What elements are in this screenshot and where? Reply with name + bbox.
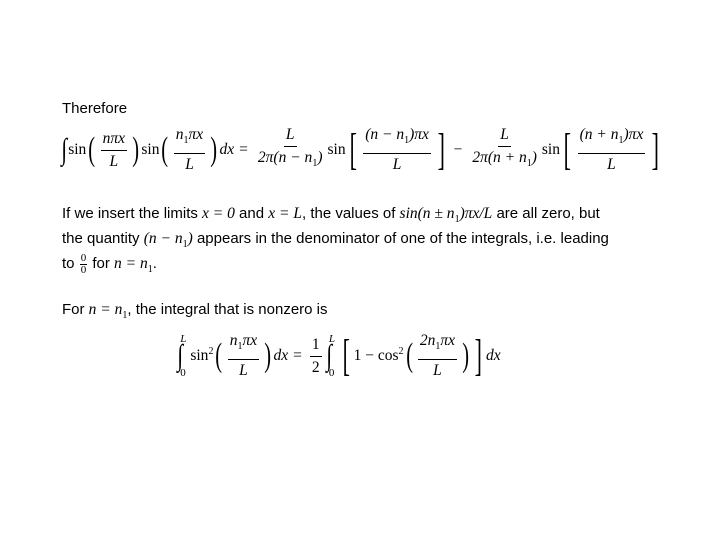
paragraph-2: For $n = n_1$, the integral that is nonzero is [62, 301, 328, 322]
sin-3: sin [327, 141, 346, 158]
heading-therefore: Therefore [62, 100, 128, 117]
fraction-2n1pix-over-L: $\frac{2n_1\pi x}{L}$ [419, 332, 456, 379]
paragraph-1-line-3: to $\frac{0}{0}$ for $n = n_1$. [62, 251, 157, 276]
minus-sign: − [453, 141, 463, 158]
equals-2: = [293, 347, 302, 364]
equation-2: ∫ L 0 $\sin^2$ ( $\frac{n_1\pi x}{L}$ ) dx = $\frac{1}{2}$ ∫ L 0 [ $1 - \cos^2$ ( $\frac{2n_1\pi x}{L}$ ) ] dx [177, 331, 501, 380]
sin-squared: $\sin^2$ [190, 346, 214, 365]
integral-sign-1: ∫ [177, 339, 183, 372]
coefficient-2: $\frac{L}{2\pi(n + n_1)}$ [472, 126, 537, 170]
paragraph-1-line-2: the quantity $(n - n_1)$ appears in the denominator of one of the integrals, i.e. leading [62, 230, 609, 251]
sin-4: sin [541, 141, 560, 158]
sin-1: sin [68, 141, 87, 158]
one-minus-cos-squared: $1 - \cos^2$ [353, 346, 404, 365]
equation-1: ∫ sin ( $\frac{\text{nπx}}{L}$ ) sin ( $\frac{n_1\pi x}{L}$ ) dx = $\frac{L}{2\pi(n - n_1)}$ sin [ $\frac{(n - n_1)\pi x}{L}$ ] − $\frac{L}{2\pi(n + n_1)}$ sin [ $\frac{(n + n_1)\pi x}{L}$ ] [61, 125, 660, 174]
sine-arg-1: $\frac{(n - n_1)\pi x}{L}$ [365, 126, 429, 173]
fraction-n1pix-over-L: $\frac{n_1\pi x}{L}$ [175, 126, 204, 173]
dx-3: dx [486, 347, 501, 364]
coefficient-1: $\frac{L}{2\pi(n - n_1)}$ [257, 126, 323, 170]
fraction-npix-over-L: $\frac{\text{nπx}}{L}$ [102, 129, 126, 170]
limits-1: L 0 [180, 333, 187, 379]
integral-sign-2: ∫ [325, 339, 332, 372]
sin-2: sin [141, 141, 160, 158]
limits-2: L 0 [328, 333, 335, 379]
zero-over-zero: $\frac{0}{0}$ [80, 251, 87, 276]
one-half: $\frac{1}{2}$ [311, 335, 320, 376]
fraction-n1pix-over-L-2: $\frac{n_1\pi x}{L}$ [229, 332, 258, 379]
equals-1: = [239, 141, 248, 158]
sine-arg-2: $\frac{(n + n_1)\pi x}{L}$ [579, 126, 644, 173]
dx-2: dx [273, 347, 289, 364]
integral-sign: ∫ [61, 133, 67, 166]
dx-1: dx [219, 141, 235, 158]
paragraph-1-line-1: If we insert the limits x = 0 and x = L, the values of $\sin(n \pm n_1)\pi x/L$ are all zero, but [62, 205, 600, 226]
